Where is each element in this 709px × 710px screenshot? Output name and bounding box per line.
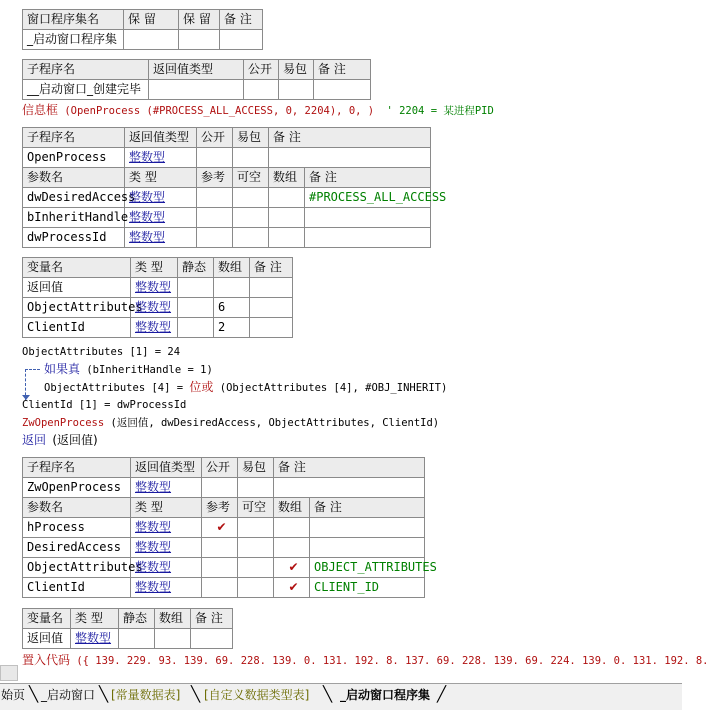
- code-text: ObjectAttributes [4] =: [44, 382, 190, 394]
- param-type[interactable]: 整数型: [131, 558, 202, 578]
- param-name[interactable]: dwDesiredAccess: [23, 188, 125, 208]
- sub-name-cell[interactable]: __启动窗口_创建完毕: [23, 80, 149, 100]
- sub-name-cell[interactable]: OpenProcess: [23, 148, 125, 168]
- param-array[interactable]: [274, 518, 310, 538]
- tab-constants[interactable]: [常量数据表]: [111, 688, 181, 702]
- code-line-msgbox[interactable]: [22, 102, 494, 119]
- check-icon[interactable]: ✔: [274, 558, 310, 578]
- param-row[interactable]: [23, 208, 431, 228]
- col-sub-name: 子程序名: [23, 128, 125, 148]
- param-by-ref[interactable]: [202, 578, 238, 598]
- param-remark[interactable]: OBJECT_ATTRIBUTES: [310, 558, 425, 578]
- param-array[interactable]: [269, 188, 305, 208]
- col-reserved-2: 保 留: [179, 10, 220, 30]
- col-array: 数组: [269, 168, 305, 188]
- param-array[interactable]: [269, 228, 305, 248]
- return-type-cell[interactable]: 整数型: [125, 148, 197, 168]
- param-nullable[interactable]: [238, 538, 274, 558]
- var-type[interactable]: 整数型: [71, 629, 119, 649]
- embed-keyword: 置入代码: [22, 653, 71, 667]
- code-line-6[interactable]: [22, 432, 98, 449]
- param-array[interactable]: [269, 208, 305, 228]
- return-type-cell[interactable]: [149, 80, 244, 100]
- var-name[interactable]: 返回值: [23, 629, 71, 649]
- param-remark[interactable]: [310, 538, 425, 558]
- col-nullable: 可空: [238, 498, 274, 518]
- param-name[interactable]: ClientId: [23, 578, 131, 598]
- code-text: ClientId [1] = dwProcessId: [22, 399, 187, 411]
- reserved-cell-2[interactable]: [179, 30, 220, 50]
- var-remark[interactable]: [250, 278, 293, 298]
- if-keyword: 如果真: [44, 362, 81, 376]
- var-type[interactable]: 整数型: [131, 298, 178, 318]
- var-name[interactable]: 返回值: [23, 278, 131, 298]
- check-icon[interactable]: ✔: [202, 518, 238, 538]
- param-nullable[interactable]: [233, 208, 269, 228]
- param-type[interactable]: 整数型: [125, 208, 197, 228]
- param-remark[interactable]: [305, 208, 431, 228]
- col-remark: 备 注: [191, 609, 233, 629]
- col-return-type: 返回值类型: [131, 458, 202, 478]
- code-line-1[interactable]: [22, 344, 180, 360]
- param-by-ref[interactable]: [197, 228, 233, 248]
- param-nullable[interactable]: [233, 228, 269, 248]
- col-array: 数组: [274, 498, 310, 518]
- col-reserved-1: 保 留: [124, 10, 179, 30]
- var-static[interactable]: [178, 318, 214, 338]
- easy-pack-cell[interactable]: [279, 80, 314, 100]
- var-static[interactable]: [178, 298, 214, 318]
- msgbox-args: (OpenProcess (#PROCESS_ALL_ACCESS, 0, 2204), 0, ): [64, 105, 375, 117]
- remark-cell[interactable]: [314, 80, 371, 100]
- param-row[interactable]: [23, 518, 425, 538]
- col-public: 公开: [202, 458, 238, 478]
- var-type[interactable]: 整数型: [131, 318, 178, 338]
- col-static: 静态: [178, 258, 214, 278]
- param-type[interactable]: 整数型: [125, 228, 197, 248]
- param-remark[interactable]: #PROCESS_ALL_ACCESS: [305, 188, 431, 208]
- if-condition: (bInheritHandle = 1): [86, 364, 213, 376]
- param-name[interactable]: bInheritHandle: [23, 208, 125, 228]
- msgbox-comment: ' 2204 = 某进程PID: [386, 105, 494, 117]
- bitor-keyword: 位或: [189, 380, 214, 394]
- call-func: ZwOpenProcess: [22, 417, 105, 429]
- var-remark[interactable]: [250, 298, 293, 318]
- tab-startup-window[interactable]: _启动窗口: [41, 688, 96, 702]
- col-sub-name: 子程序名: [23, 458, 131, 478]
- param-by-ref[interactable]: [202, 558, 238, 578]
- col-easy-pack: 易包: [279, 60, 314, 80]
- col-easy-pack: 易包: [238, 458, 274, 478]
- var-name[interactable]: ObjectAttributes: [23, 298, 131, 318]
- horizontal-scrollbar[interactable]: [0, 665, 18, 681]
- param-nullable[interactable]: [238, 518, 274, 538]
- var-array[interactable]: 2: [214, 318, 250, 338]
- param-row[interactable]: [23, 558, 425, 578]
- col-sub-name: 子程序名: [23, 60, 149, 80]
- param-remark[interactable]: [305, 228, 431, 248]
- return-keyword: 返回: [22, 433, 47, 447]
- col-public: 公开: [197, 128, 233, 148]
- code-line-3[interactable]: [44, 379, 447, 396]
- col-param-remark: 备 注: [305, 168, 431, 188]
- easy-pack-cell[interactable]: [238, 478, 274, 498]
- return-value: (返回值): [52, 433, 98, 447]
- var-array[interactable]: 6: [214, 298, 250, 318]
- reserved-cell-1[interactable]: [124, 30, 179, 50]
- variable-table-zwopenprocess: [22, 608, 233, 649]
- code-text: ObjectAttributes [1] = 24: [22, 346, 181, 358]
- col-var-name: 变量名: [23, 258, 131, 278]
- variable-row[interactable]: [23, 278, 293, 298]
- col-remark: 备 注: [220, 10, 263, 30]
- param-row[interactable]: [23, 228, 431, 248]
- tab-bar: [0, 683, 682, 710]
- tab-divider: ╱: [437, 685, 447, 703]
- param-type[interactable]: 整数型: [131, 578, 202, 598]
- sub-name-cell[interactable]: ZwOpenProcess: [23, 478, 131, 498]
- col-param-type: 类 型: [131, 498, 202, 518]
- tab-startup-assembly[interactable]: _启动窗口程序集: [340, 688, 431, 702]
- variable-row[interactable]: [23, 298, 293, 318]
- tab-start-page[interactable]: 始页: [1, 688, 26, 702]
- param-remark[interactable]: CLIENT_ID: [310, 578, 425, 598]
- tab-custom-types[interactable]: [自定义数据类型表]: [204, 688, 310, 702]
- public-cell[interactable]: [244, 80, 279, 100]
- param-name[interactable]: DesiredAccess: [23, 538, 131, 558]
- code-line-4[interactable]: [22, 397, 186, 413]
- var-static[interactable]: [119, 629, 155, 649]
- tab-divider: ╲: [323, 685, 333, 703]
- var-name[interactable]: ClientId: [23, 318, 131, 338]
- col-remark: 备 注: [269, 128, 431, 148]
- col-remark: 备 注: [250, 258, 293, 278]
- col-param-name: 参数名: [23, 168, 125, 188]
- param-name[interactable]: hProcess: [23, 518, 131, 538]
- col-by-ref: 参考: [197, 168, 233, 188]
- var-static[interactable]: [178, 278, 214, 298]
- param-nullable[interactable]: [238, 578, 274, 598]
- check-icon[interactable]: ✔: [274, 578, 310, 598]
- tab-divider: ╲: [99, 685, 109, 703]
- param-array[interactable]: [274, 538, 310, 558]
- embed-bytes: ({ 139. 229. 93. 139. 69. 228. 139. 0. 131. 192. 8. 137. 69. 228. 139. 69. 224. 139. 0. 131. 192. 8.: [76, 655, 709, 667]
- col-remark: 备 注: [274, 458, 425, 478]
- col-return-type: 返回值类型: [125, 128, 197, 148]
- col-param-name: 参数名: [23, 498, 131, 518]
- param-name[interactable]: dwProcessId: [23, 228, 125, 248]
- col-var-type: 类 型: [71, 609, 119, 629]
- col-param-type: 类 型: [125, 168, 197, 188]
- param-nullable[interactable]: [233, 188, 269, 208]
- col-by-ref: 参考: [202, 498, 238, 518]
- col-var-type: 类 型: [131, 258, 178, 278]
- return-type-cell[interactable]: 整数型: [131, 478, 202, 498]
- call-args: (返回值, dwDesiredAccess, ObjectAttributes, ClientId): [110, 417, 440, 429]
- var-array[interactable]: [155, 629, 191, 649]
- subroutine-table-openprocess: [22, 127, 447, 248]
- param-row[interactable]: [23, 538, 425, 558]
- var-array[interactable]: [214, 278, 250, 298]
- code-line-embed[interactable]: [22, 652, 709, 669]
- var-type[interactable]: 整数型: [131, 278, 178, 298]
- variable-row[interactable]: [23, 629, 233, 649]
- param-name[interactable]: ObjectAttributes: [23, 558, 131, 578]
- param-type[interactable]: 整数型: [131, 538, 202, 558]
- var-remark[interactable]: [250, 318, 293, 338]
- col-public: 公开: [244, 60, 279, 80]
- param-row[interactable]: [23, 188, 431, 208]
- col-return-type: 返回值类型: [149, 60, 244, 80]
- var-remark[interactable]: [191, 629, 233, 649]
- variable-row[interactable]: [23, 318, 293, 338]
- param-by-ref[interactable]: [197, 208, 233, 228]
- param-by-ref[interactable]: [202, 538, 238, 558]
- col-array: 数组: [214, 258, 250, 278]
- param-nullable[interactable]: [238, 558, 274, 578]
- col-assembly-name: 窗口程序集名: [23, 10, 124, 30]
- easy-pack-cell[interactable]: [233, 148, 269, 168]
- param-type[interactable]: 整数型: [125, 188, 197, 208]
- msgbox-func: 信息框: [22, 103, 59, 117]
- remark-cell[interactable]: [274, 478, 425, 498]
- remark-cell[interactable]: [220, 30, 263, 50]
- subroutine-table-zwopenprocess: [22, 457, 437, 598]
- col-array: 数组: [155, 609, 191, 629]
- tab-divider: ╲: [191, 685, 201, 703]
- col-remark: 备 注: [314, 60, 371, 80]
- code-line-2[interactable]: [44, 361, 213, 378]
- col-var-name: 变量名: [23, 609, 71, 629]
- variable-table-openprocess: [22, 257, 293, 338]
- public-cell[interactable]: [197, 148, 233, 168]
- code-line-5[interactable]: [22, 415, 439, 431]
- col-static: 静态: [119, 609, 155, 629]
- col-nullable: 可空: [233, 168, 269, 188]
- param-row[interactable]: [23, 578, 425, 598]
- public-cell[interactable]: [202, 478, 238, 498]
- remark-cell[interactable]: [269, 148, 431, 168]
- param-type[interactable]: 整数型: [131, 518, 202, 538]
- param-remark[interactable]: [310, 518, 425, 538]
- param-by-ref[interactable]: [197, 188, 233, 208]
- assembly-name-cell[interactable]: _启动窗口程序集: [23, 30, 124, 50]
- subroutine-table-create: [22, 59, 371, 100]
- assembly-table: [22, 9, 263, 50]
- col-easy-pack: 易包: [233, 128, 269, 148]
- code-text: (ObjectAttributes [4], #OBJ_INHERIT): [219, 382, 448, 394]
- tab-divider: ╲: [29, 685, 39, 703]
- col-param-remark: 备 注: [310, 498, 425, 518]
